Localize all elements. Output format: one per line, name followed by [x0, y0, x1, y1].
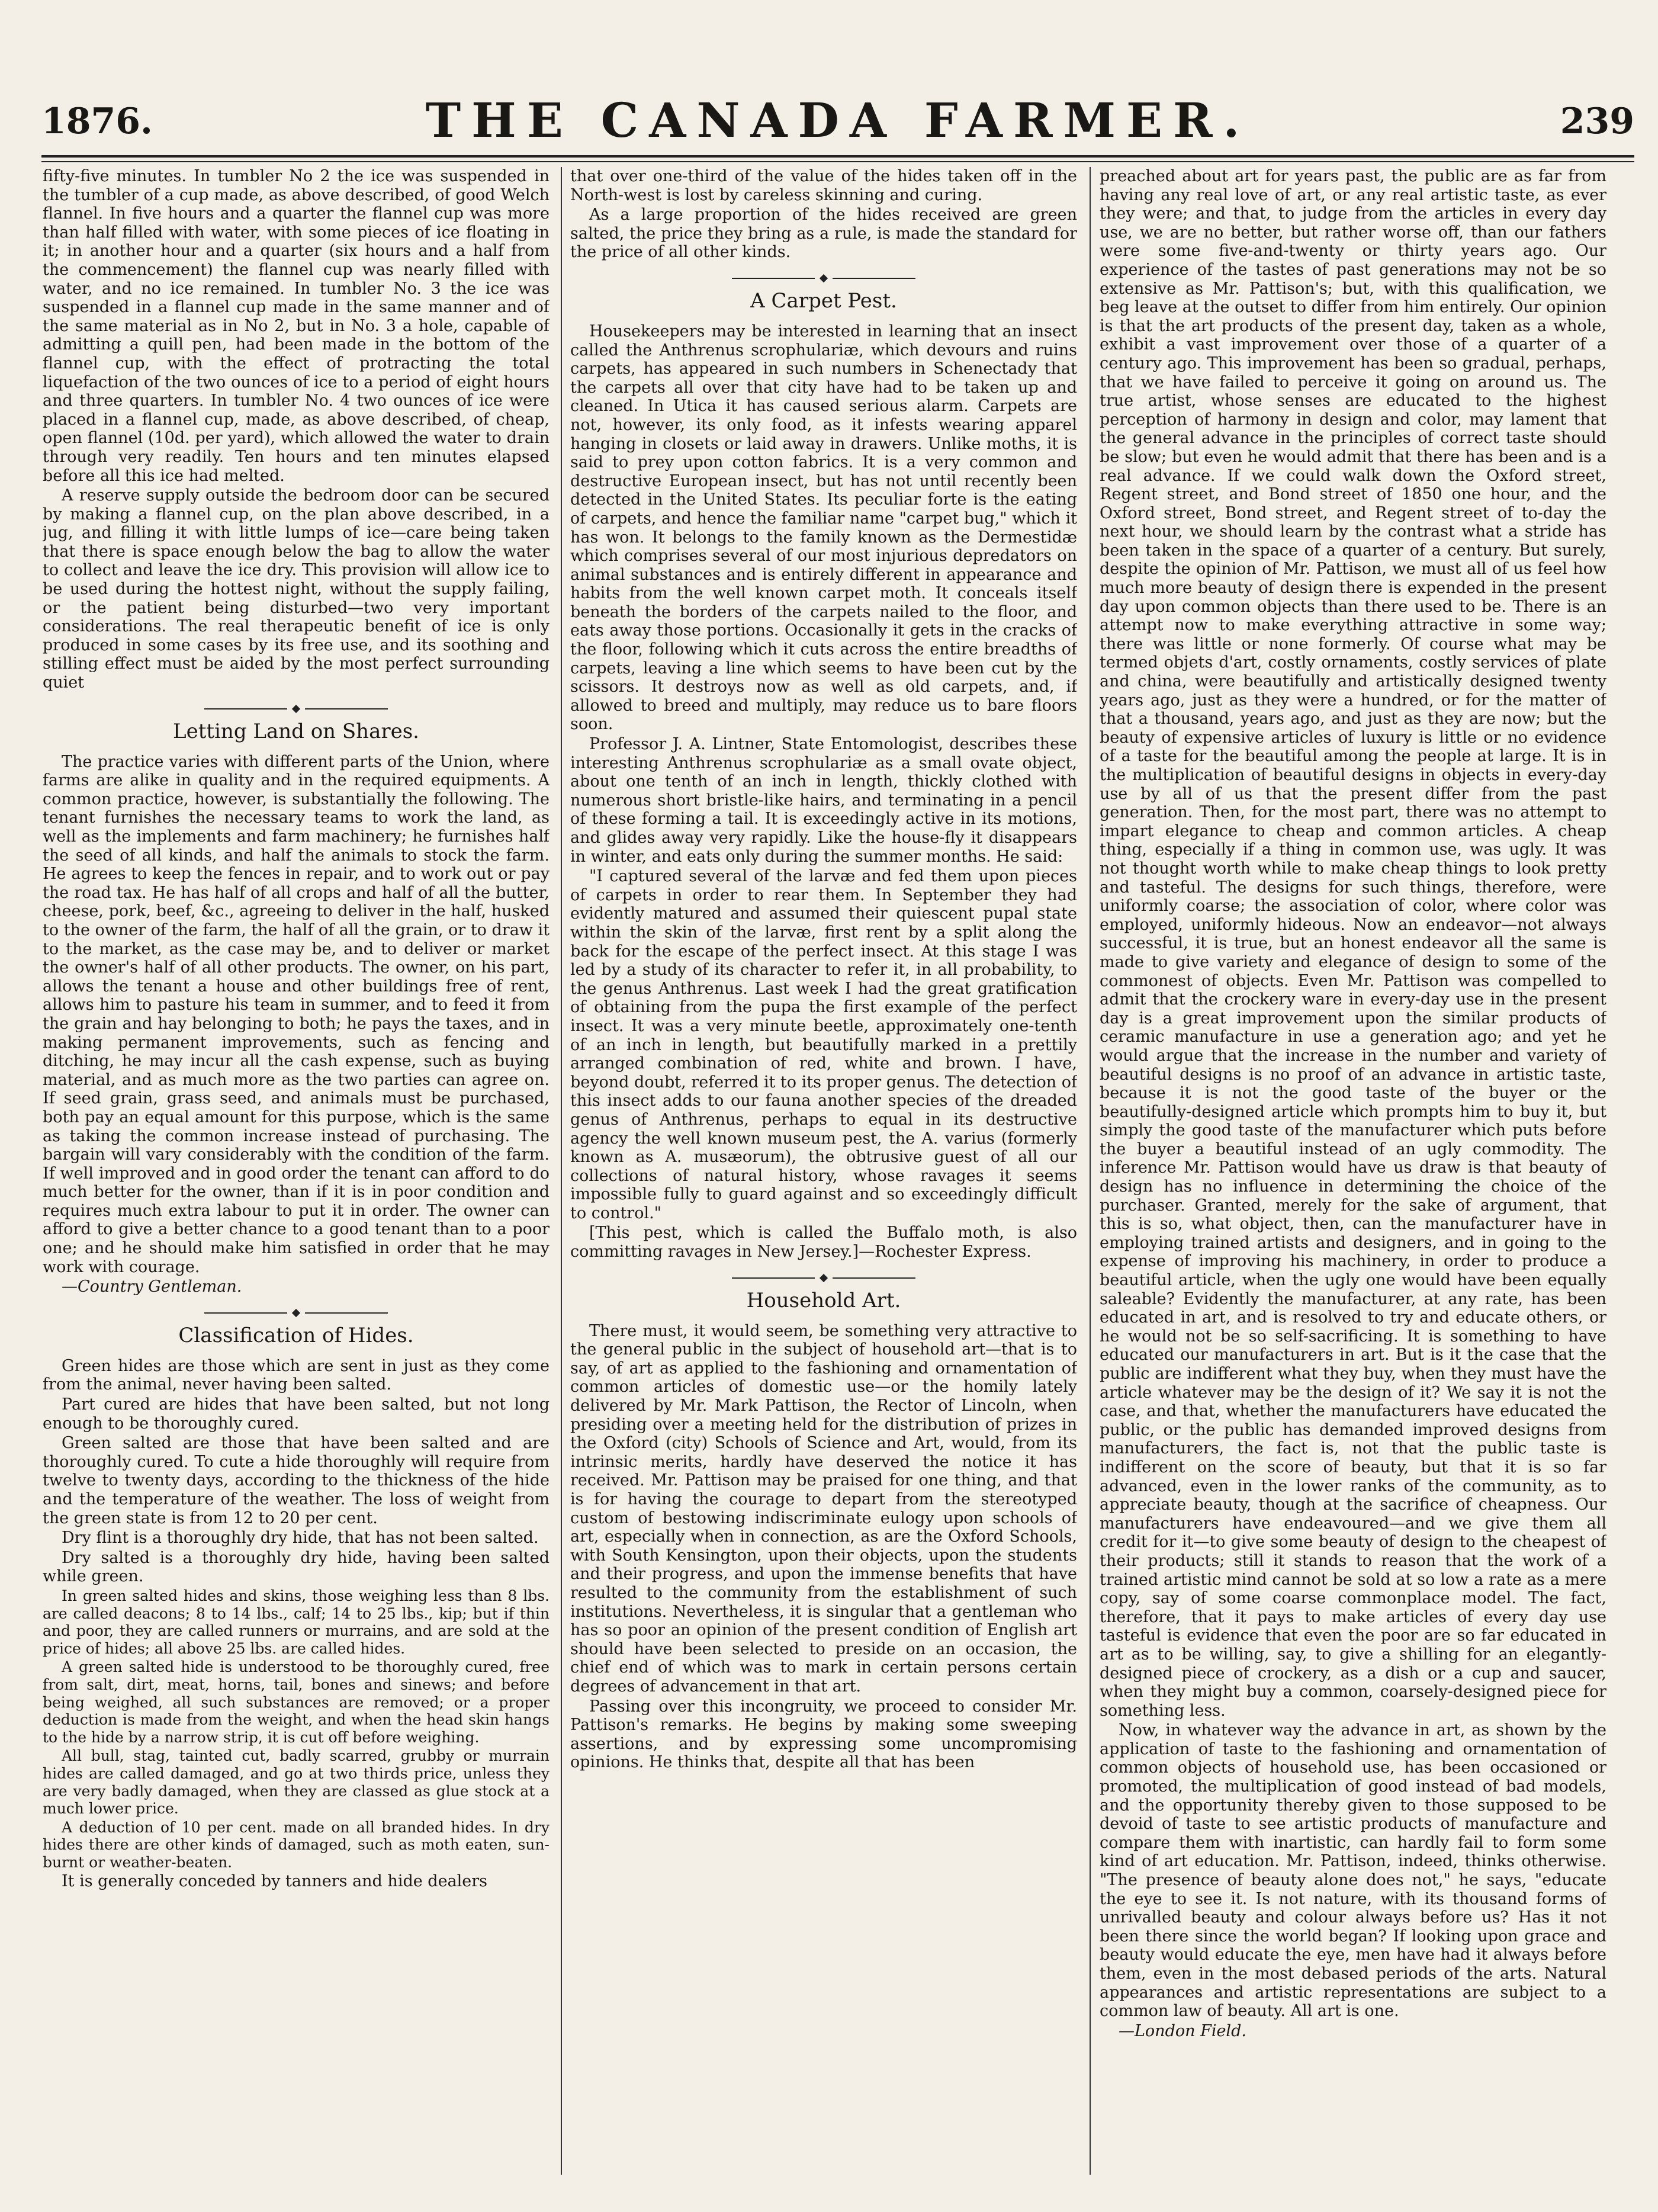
- paragraph: preached about art for years past, the public are as far from having any real love of art, or any real artistic taste, as ever they were; and that, to judge from the articles in every day use, we are no better, but rather worse off, than our fathers were some five-and-twenty or thirty years ago. Our experience of the tastes of past generations may not be so extensive as Mr. Pattison's; but, with this qualification, we beg leave at the outset to differ from him entirely. Our opinion is that the art products of the present day, taken as a whole, exhibit a vast improvement over those of a quarter of a century ago. This improvement has been so gradual, perhaps, that we have failed to perceive it going on around us. The true artist, whose senses are educated to the highest perception of harmony in design and color, may lament that the general advance in the principles of correct taste should be slow; but even he would admit that there has been and is a real advance. If we could walk down the Oxford street, Regent street, and Bond street of 1850 one hour, and the Oxford street, Bond street, and Regent street of to-day the next hour, we should learn by the contrast what a stride has been taken in the space of a quarter of a century. But surely, despite the opinion of Mr. Pattison, we must all of us feel how much more beauty of design there is expended in the present day upon common objects than there used to be. There is an attempt now to make everything attractive in some way; there was little or none formerly. Of course what may be termed objets d'art, costly ornaments, costly services of plate and china, were beautifully and artistically designed twenty years ago, just as they were a hundred, or for the matter of that a thousand, years ago, and just as they are now; but the beauty of expensive articles of luxury is little or no evidence of a taste for the beautiful among the people at large. It is in the multiplication of beautiful designs in objects in every-day use by all of us that the present differ from the past generation. Then, for the most part, there was no attempt to impart elegance to cheap and common articles. A cheap thing, especially if a thing in common use, was ugly. It was not thought worth while to make cheap things to look pretty and tasteful. The designs for such things, therefore, were uniformly coarse; the association of color, where color was employed, uniformly hideous. Now an endeavor—not always successful, it is true, but an honest endeavor all the same is made to give variety and elegance of design to some of the commonest of objects. Even Mr. Pattison was compelled to admit that the crockery ware in every-day use in the present day is a great improvement upon the similar products of ceramic manufacture in use a generation ago; and yet he would argue that the increase in the number and variety of beautiful designs is no proof of an advance in artistic taste, because it is not the good taste of the buyer or the beautifully-designed article which prompts him to buy it, but simply the good taste of the manufacturer which puts before the buyer a beautiful instead of an ugly commodity. The inference Mr. Pattison would have us draw is that beauty of design has no influence in determining the choice of the purchaser. Granted, merely for the sake of argument, that this is so, what object, then, can the manufacturer have in employing trained artists and designers, and in going to the expense of improving his machinery, in order to produce a beautiful article, when the ugly one would have been equally saleable? Evidently the manufacturer, at any rate, has been educated in art, and is resolved to try and educate others, or he would not be so self-sacrificing. It is something to have educated our manufacturers in art. But is it the case that the public are indifferent what they buy, when they must have the article whatever may be the design of it? We say it is not the case, and that, whether the manufacturers have educated the public, or the public has demanded improved designs from manufacturers, the fact is, not that the public taste is indifferent on the score of beauty, but that it is so far advanced, even in the lower ranks of the community, as to appreciate beauty, though at the sacrifice of cheapness. Our manufacturers have endeavoured—and we give them all credit for it—to give some beauty of design to the cheapest of their products; still it stands to reason that the work of a trained artistic mind cannot be sold at so low a rate as a mere copy, say of some coarse commonplace model. The fact, therefore, that it pays to make articles of every day use tasteful is evidence that even the poor are so far educated in art as to be willing, say, to give a shilling for an elegantly-designed piece of crockery, as a dish or a cup and saucer, when they might buy a common, coarsely-designed piece for something less.: [1100, 167, 1606, 1720]
- section-ornament: [43, 699, 550, 709]
- paragraph: fifty-five minutes. In tumbler No 2 the ice was suspended in the tumbler of a cup made, as above described, of good Welch flannel. In five hours and a quarter the flannel cup was more than half filled with water, with some pieces of ice floating in it; in another hour and a quarter (six hours and a half from the commencement) the flannel cup was nearly filled with water, and no ice remained. In tumbler No. 3 the ice was suspended in a flannel cup made in the same manner and of the same material as in No 2, but in No. 3 a hole, capable of admitting a quill pen, had been made in the bottom of the flannel cup, with the effect of protracting the total liquefaction of the two ounces of ice to a period of eight hours and three quarters. In tumbler No. 4 two ounces of ice were placed in a flannel cup, made, as above described, of cheap, open flannel (10d. per yard), which allowed the water to drain through very readily. Ten hours and ten minutes elapsed before all this ice had melted.: [43, 167, 550, 485]
- paragraph: A reserve supply outside the bedroom door can be secured by making a flannel cup, on the plan above described, in a jug, and filling it with little lumps of ice—care being taken that there is space enough below the bag to allow the water to collect and leave the ice dry. This provision will allow ice to be used during the hottest night, without the supply failing, or the patient being disturbed—two very important considerations. The real therapeutic benefit of ice is only produced in some cases by its free use, and its soothing and stilling effect must be aided by the most perfect surrounding quiet: [43, 486, 550, 692]
- paragraph: Green salted are those that have been salted and are thoroughly cured. To cute a hide thoroughly will require from twelve to twenty days, according to the thickness of the hide and the temperature of the weather. The loss of weight from the green state is from 12 to 20 per cent.: [43, 1434, 550, 1527]
- column-divider: [561, 167, 562, 2175]
- paragraph: Passing over this incongruity, we proceed to consider Mr. Pattison's remarks. He begins by making some sweeping assertions, and by expressing some uncompromising opinions. He thinks that, despite all that has been: [570, 1697, 1077, 1772]
- section-ornament: [43, 1304, 550, 1313]
- paragraph: It is generally conceded by tanners and hide dealers: [62, 1872, 488, 1891]
- paragraph: All bull, stag, tainted cut, badly scarred, grubby or murrain hides are called damaged, and go at two thirds price, unless they are very badly damaged, when they are classed as glue stock at a much lower price.: [43, 1747, 550, 1818]
- paragraph: Now, in whatever way the advance in art, as shown by the application of taste to the fashioning and ornamentation of common objects of household use, has been occasioned or promoted, the multiplication of good instead of bad models, and the opportunity thereby given to those supposed to be devoid of taste to see artistic products of manufacture and compare them with inartistic, can hardly fail to form some kind of art education. Mr. Pattison, indeed, thinks otherwise. "The presence of beauty alone does not," he says, "educate the eye to see it. Is not nature, with its thousand forms of unrivalled beauty and colour always before us? Has it not been there since the world began? If looking upon grace and beauty would educate the eye, men have had it always before them, even in the most debased periods of the arts. Natural appearances and artistic representations are subject to a common law of beauty. All art is one.: [1100, 1721, 1606, 2021]
- paragraph: A deduction of 10 per cent. made on all branded hides. In dry hides there are other kinds of damaged, such as moth eaten, sun-burnt or weather-beaten.: [43, 1818, 550, 1871]
- paragraph: A green salted hide is understood to be thoroughly cured, free from salt, dirt, meat, horns, tail, bones and sinews; and before being weighed, all such substances are removed; or a proper deduction is made from the weight, and when the head skin hangs to the hide by a narrow strip, it is cut off before weighing.: [43, 1658, 550, 1746]
- column-3: [1100, 167, 1606, 2175]
- column-divider: [1090, 167, 1091, 2175]
- masthead-title: THE CANADA FARMER.: [425, 92, 1251, 148]
- column-1: [43, 167, 550, 2175]
- column-2: [570, 167, 1077, 2175]
- header-year: 1876.: [41, 101, 153, 142]
- article-source: —London Field.: [1119, 2021, 1246, 2040]
- paragraph: Professor J. A. Lintner, State Entomologist, describes these interesting Anthrenus scrophulariæ as a small ovate object, about one tenth of an inch in length, thickly clothed with numerous short bristle-like hairs, and terminating in a pencil of these forming a tail. It is exceedingly active in its motions, and glides away very rapidly. Like the house-fly it disappears in winter, and eats only during the summer months. He said:: [570, 735, 1077, 866]
- paragraph: Dry salted is a thoroughly dry hide, having been salted while green.: [43, 1548, 550, 1586]
- paragraph: The practice varies with different parts of the Union, where farms are alike in quality and in the required equipments. A common practice, however, is substantially the following. The tenant furnishes the necessary teams to work the land, as well as the implements and farm machinery; he furnishes half the seed of all kinds, and half the animals to stock the farm. He agrees to keep the fences in repair, and to work out or pay the road tax. He has half of all crops and half of all the butter, cheese, pork, beef, &c., agreeing to deliver in the half, husked to the owner of the farm, the half of all the grain, or to draw it to the market, as the case may be, and to deliver or market the owner's half of all other products. The owner, on his part, allows the tenant a house and other buildings free of rent, allows him to pasture his team in summer, and to feed it from the grain and hay belonging to both; he pays the taxes, and in making permanent improvements, such as fencing and ditching, he may incur all the cash expense, such as buying material, and as much more as the two parties can agree on. If seed grain, grass seed, and animals must be purchased, both pay an equal amount for this purpose, which is the same as taking the common increase instead of purchasing. The bargain will vary considerably with the condition of the farm. If well improved and in good order the tenant can afford to do much better for the owner, than if it is in poor condition and requires much extra labour to put it in order. The owner can afford to give a better chance to a good tenant than to a poor one; and he should make him satisfied in order that he may work with courage.: [43, 752, 550, 1276]
- article-heading: Household Art.: [746, 1288, 901, 1312]
- section-ornament: [570, 269, 1077, 278]
- paragraph: "I captured several of the larvæ and fed them upon pieces of carpets in order to rear them. In September they had evidently matured and assumed their quiescent pupal state within the skin of the larvæ, first rent by a split along the back for the escape of the perfect insect. At this stage I was led by a study of its character to refer it, in all probability, to the genus Anthrenus. Last week I had the great gratification of obtaining from the pupa the first example of the perfect insect. It was a very minute beetle, approximately one-tenth of an inch in length, but beautifully marked in a prettily arranged combination of red, white and brown. I have, beyond doubt, referred it to its proper genus. The detection of this insect adds to our fauna another species of the dreaded genus of Anthrenus, perhaps to equal in its destructive agency the well known museum pest, the A. varius (formerly known as A. musæorum), the obtrusive guest of all our collections of natural history, whose ravages it seems impossible fully to guard against and so exceedingly difficult to control.": [570, 867, 1077, 1222]
- section-ornament: [570, 1269, 1077, 1278]
- paragraph: As a large proportion of the hides received are green salted, the price they bring as a rule, is made the standard for the price of all other kinds.: [570, 206, 1077, 262]
- article-source: —Country Gentleman.: [62, 1277, 242, 1296]
- page-header: [41, 89, 1634, 148]
- paragraph: In green salted hides and skins, those weighing less than 8 lbs. are called deacons; 8 to 14 lbs., calf; 14 to 25 lbs., kip; but if thin and poor, they are called runners or murrains, and are sold at the price of hides; all above 25 lbs. are called hides.: [43, 1587, 550, 1657]
- paragraph: that over one-third of the value of the hides taken off in the North-west is lost by careless skinning and curing.: [570, 167, 1077, 204]
- header-rule: [41, 155, 1634, 162]
- paragraph: There must, it would seem, be something very attractive to the general public in the subject of household art—that is to say, of art as applied to the fashioning and ornamentation of common articles of domestic use—or the homily lately delivered by Mr. Mark Pattison, the Rector of Lincoln, when presiding over a meeting held for the distribution of prizes in the Oxford (city) Schools of Science and Art, would, from its intrinsic merits, hardly have deserved the notice it has received. Mr. Pattison may be praised for one thing, and that is for having the courage to depart from the stereotyped custom of bestowing indiscriminate eulogy upon schools of art, especially when in connection, as are the Oxford Schools, with South Kensington, upon their objects, upon the students and their progress, and upon the immense benefits that have resulted to the community from the establishment of such institutions. Nevertheless, it is singular that a gentleman who has so poor an opinion of the present condition of English art should have been selected to preside on an occasion, the chief end of which was to mark in certain persons certain degrees of advancement in that art.: [570, 1321, 1077, 1696]
- paragraph: [This pest, which is called the Buffalo moth, is also committing ravages in New Jersey.]—Rochester Express.: [570, 1224, 1077, 1261]
- article-heading: A Carpet Pest.: [750, 288, 897, 313]
- article-heading: Classification of Hides.: [178, 1323, 414, 1347]
- paragraph: Dry flint is a thoroughly dry hide, that has not been salted.: [62, 1529, 539, 1548]
- page-number: 239: [1560, 101, 1634, 142]
- paragraph: Part cured are hides that have been salted, but not long enough to be thoroughly cured.: [43, 1395, 550, 1433]
- paragraph: Green hides are those which are sent in just as they come from the animal, never having been salted.: [43, 1356, 550, 1394]
- paragraph: Housekeepers may be interested in learning that an insect called the Anthrenus scrophulariæ, which devours and ruins carpets, has appeared in such numbers in Schenectady that the carpets all over that city have had to be taken up and cleaned. In Utica it has caused serious alarm. Carpets are not, however, its only food, as it infests wearing apparel hanging in closets or laid away in drawers. Unlike moths, it is said to prey upon cotton fabrics. It is a very common and destructive European insect, but has not until recently been detected in the United States. Its peculiar forte is the eating of carpets, and hence the familiar name "carpet bug," which it has won. It belongs to the family known as the Dermestidæ which comprises several of our most injurious depredators on animal substances and is entirely different in appearance and habits from the well known carpet moth. It conceals itself beneath the borders of the carpets nailed to the floor, and eats away those portions. Occasionally it gets in the cracks of the floor, following which it cuts across the entire breadths of carpets, leaving a line which seems to have been cut by the scissors. It destroys now as well as old carpets, and, if allowed to breed and multiply, may reduce us to bare floors soon.: [570, 322, 1077, 734]
- article-heading: Letting Land on Shares.: [173, 719, 419, 743]
